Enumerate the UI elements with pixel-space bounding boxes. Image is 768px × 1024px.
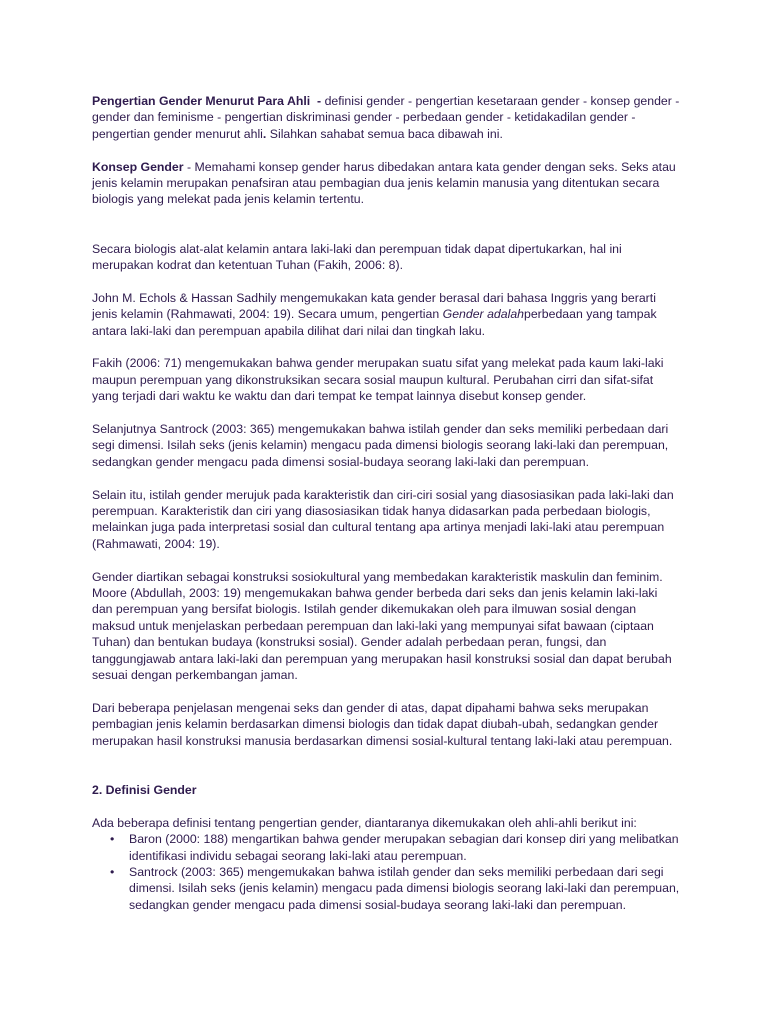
intro-dash: - xyxy=(317,94,322,108)
paragraph-2 xyxy=(92,290,680,339)
paragraph-2-italic: Gender adalah xyxy=(442,307,524,322)
konsep-label: Konsep Gender xyxy=(92,159,184,174)
list-item xyxy=(110,831,680,864)
list-item-text: Baron (2000: 188) mengartikan bahwa gender merupakan sebagian dari konsep diri yang melibatkan identifikasi individu sebagai seorang laki-laki atau perempuan. xyxy=(129,832,679,863)
konsep-paragraph xyxy=(92,159,680,208)
definition-list xyxy=(110,831,680,913)
paragraph-4: Selanjutnya Santrock (2003: 365) mengemukakan bahwa istilah gender dan seks memiliki perbedaan dari segi dimensi. Isilah seks (jenis kelamin) mengacu pada dimensi biologis seorang laki-laki dan perempuan, sedangkan gender mengacu pada dimensi sosial-budaya seorang laki-laki dan perempuan. xyxy=(92,422,669,469)
paragraph-6: Gender diartikan sebagai konstruksi sosiokultural yang membedakan karakteristik maskulin dan feminim. Moore (Abdullah, 2003: 19) mengemukakan bahwa gender berbeda dari seks dan jenis kelamin laki-laki dan perempuan yang bersifat biologis. Istilah gender dikemukakan oleh para ilmuwan sosial dengan maksud untuk menjelaskan perbedaan perempuan dan laki-laki yang mempunyai sifat bawaan (ciptaan Tuhan) dan bentukan budaya (konstruksi sosial). Gender adalah perbedaan peran, fungsi, dan tanggungjawab antara laki-laki dan perempuan yang merupakan hasil konstruksi sosial dan dapat berubah sesuai dengan perkembangan jaman. xyxy=(92,569,672,683)
intro-text: definisi gender - pengertian kesetaraan gender - konsep gender - gender dan feminisme - pengertian diskriminasi gender - perbedaan gender - ketidakadilan gender - pengertian gender menurut ahli xyxy=(92,94,680,141)
section-lead: Ada beberapa definisi tentang pengertian gender, diantaranya dikemukakan oleh ahli-ahli berikut ini: xyxy=(92,815,637,830)
list-item-text: Santrock (2003: 365) mengemukakan bahwa istilah gender dan seks memiliki perbedaan dari segi dimensi. Isilah seks (jenis kelamin) mengacu pada dimensi biologis seorang laki-laki dan perempuan, sedangkan gender mengacu pada dimensi sosial-budaya seorang laki-laki dan perempuan. xyxy=(129,864,680,912)
bullet-icon: • xyxy=(110,832,115,847)
paragraph-7: Dari beberapa penjelasan mengenai seks dan gender di atas, dapat dipahami bahwa seks merupakan pembagian jenis kelamin berdasarkan dimensi biologis dan tidak dapat diubah-ubah, sedangkan gender merupakan hasil konstruksi manusia berdasarkan dimensi sosial-kultural tentang laki-laki atau perempuan. xyxy=(92,700,673,748)
paragraph-1: Secara biologis alat-alat kelamin antara laki-laki dan perempuan tidak dapat dipertukarkan, hal ini merupakan kodrat dan ketentuan Tuhan (Fakih, 2006: 8). xyxy=(92,241,622,273)
paragraph-2-b: perbedaan yang tampak antara laki-laki dan perempuan apabila dilihat dari nilai dan tingkah laku. xyxy=(92,307,657,338)
section-heading: 2. Definisi Gender xyxy=(92,782,197,797)
paragraph-5: Selain itu, istilah gender merujuk pada karakteristik dan ciri-ciri sosial yang diasosiasikan pada laki-laki dan perempuan. Karakteristik dan ciri yang diasosiasikan tidak hanya didasarkan pada perbedaan biologis, melainkan juga pada interpretasi sosial dan cultural tentang apa artinya menjadi laki-laki atau perempuan (Rahmawati, 2004: 19). xyxy=(92,487,674,551)
bullet-icon: • xyxy=(110,864,115,879)
list-item xyxy=(110,864,680,913)
intro-dot: . xyxy=(262,126,267,141)
paragraph-2-a: John M. Echols & Hassan Sadhily mengemukakan kata gender berasal dari bahasa Inggris yang berarti jenis kelamin (Rahmawati, 2004: 19). Secara umum, pengertian xyxy=(92,290,656,322)
document-body xyxy=(92,93,680,913)
paragraph-3: Fakih (2006: 71) mengemukakan bahwa gender merupakan suatu sifat yang melekat pada kaum laki-laki maupun perempuan yang dikonstruksikan secara sosial maupun kultural. Perubahan cirri dan sifat-sifat yang terjadi dari waktu ke waktu dan dari tempat ke tempat lainnya disebut konsep gender. xyxy=(92,356,664,404)
intro-paragraph xyxy=(92,93,680,142)
konsep-text: - Memahami konsep gender harus dibedakan antara kata gender dengan seks. Seks atau jenis kelamin merupakan penafsiran atau pembagian dua jenis kelamin manusia yang ditentukan secara biologis yang melekat pada jenis kelamin tertentu. xyxy=(92,159,676,207)
intro-title: Pengertian Gender Menurut Para Ahli xyxy=(92,94,311,108)
intro-closing: Silahkan sahabat semua baca dibawah ini. xyxy=(269,126,503,141)
